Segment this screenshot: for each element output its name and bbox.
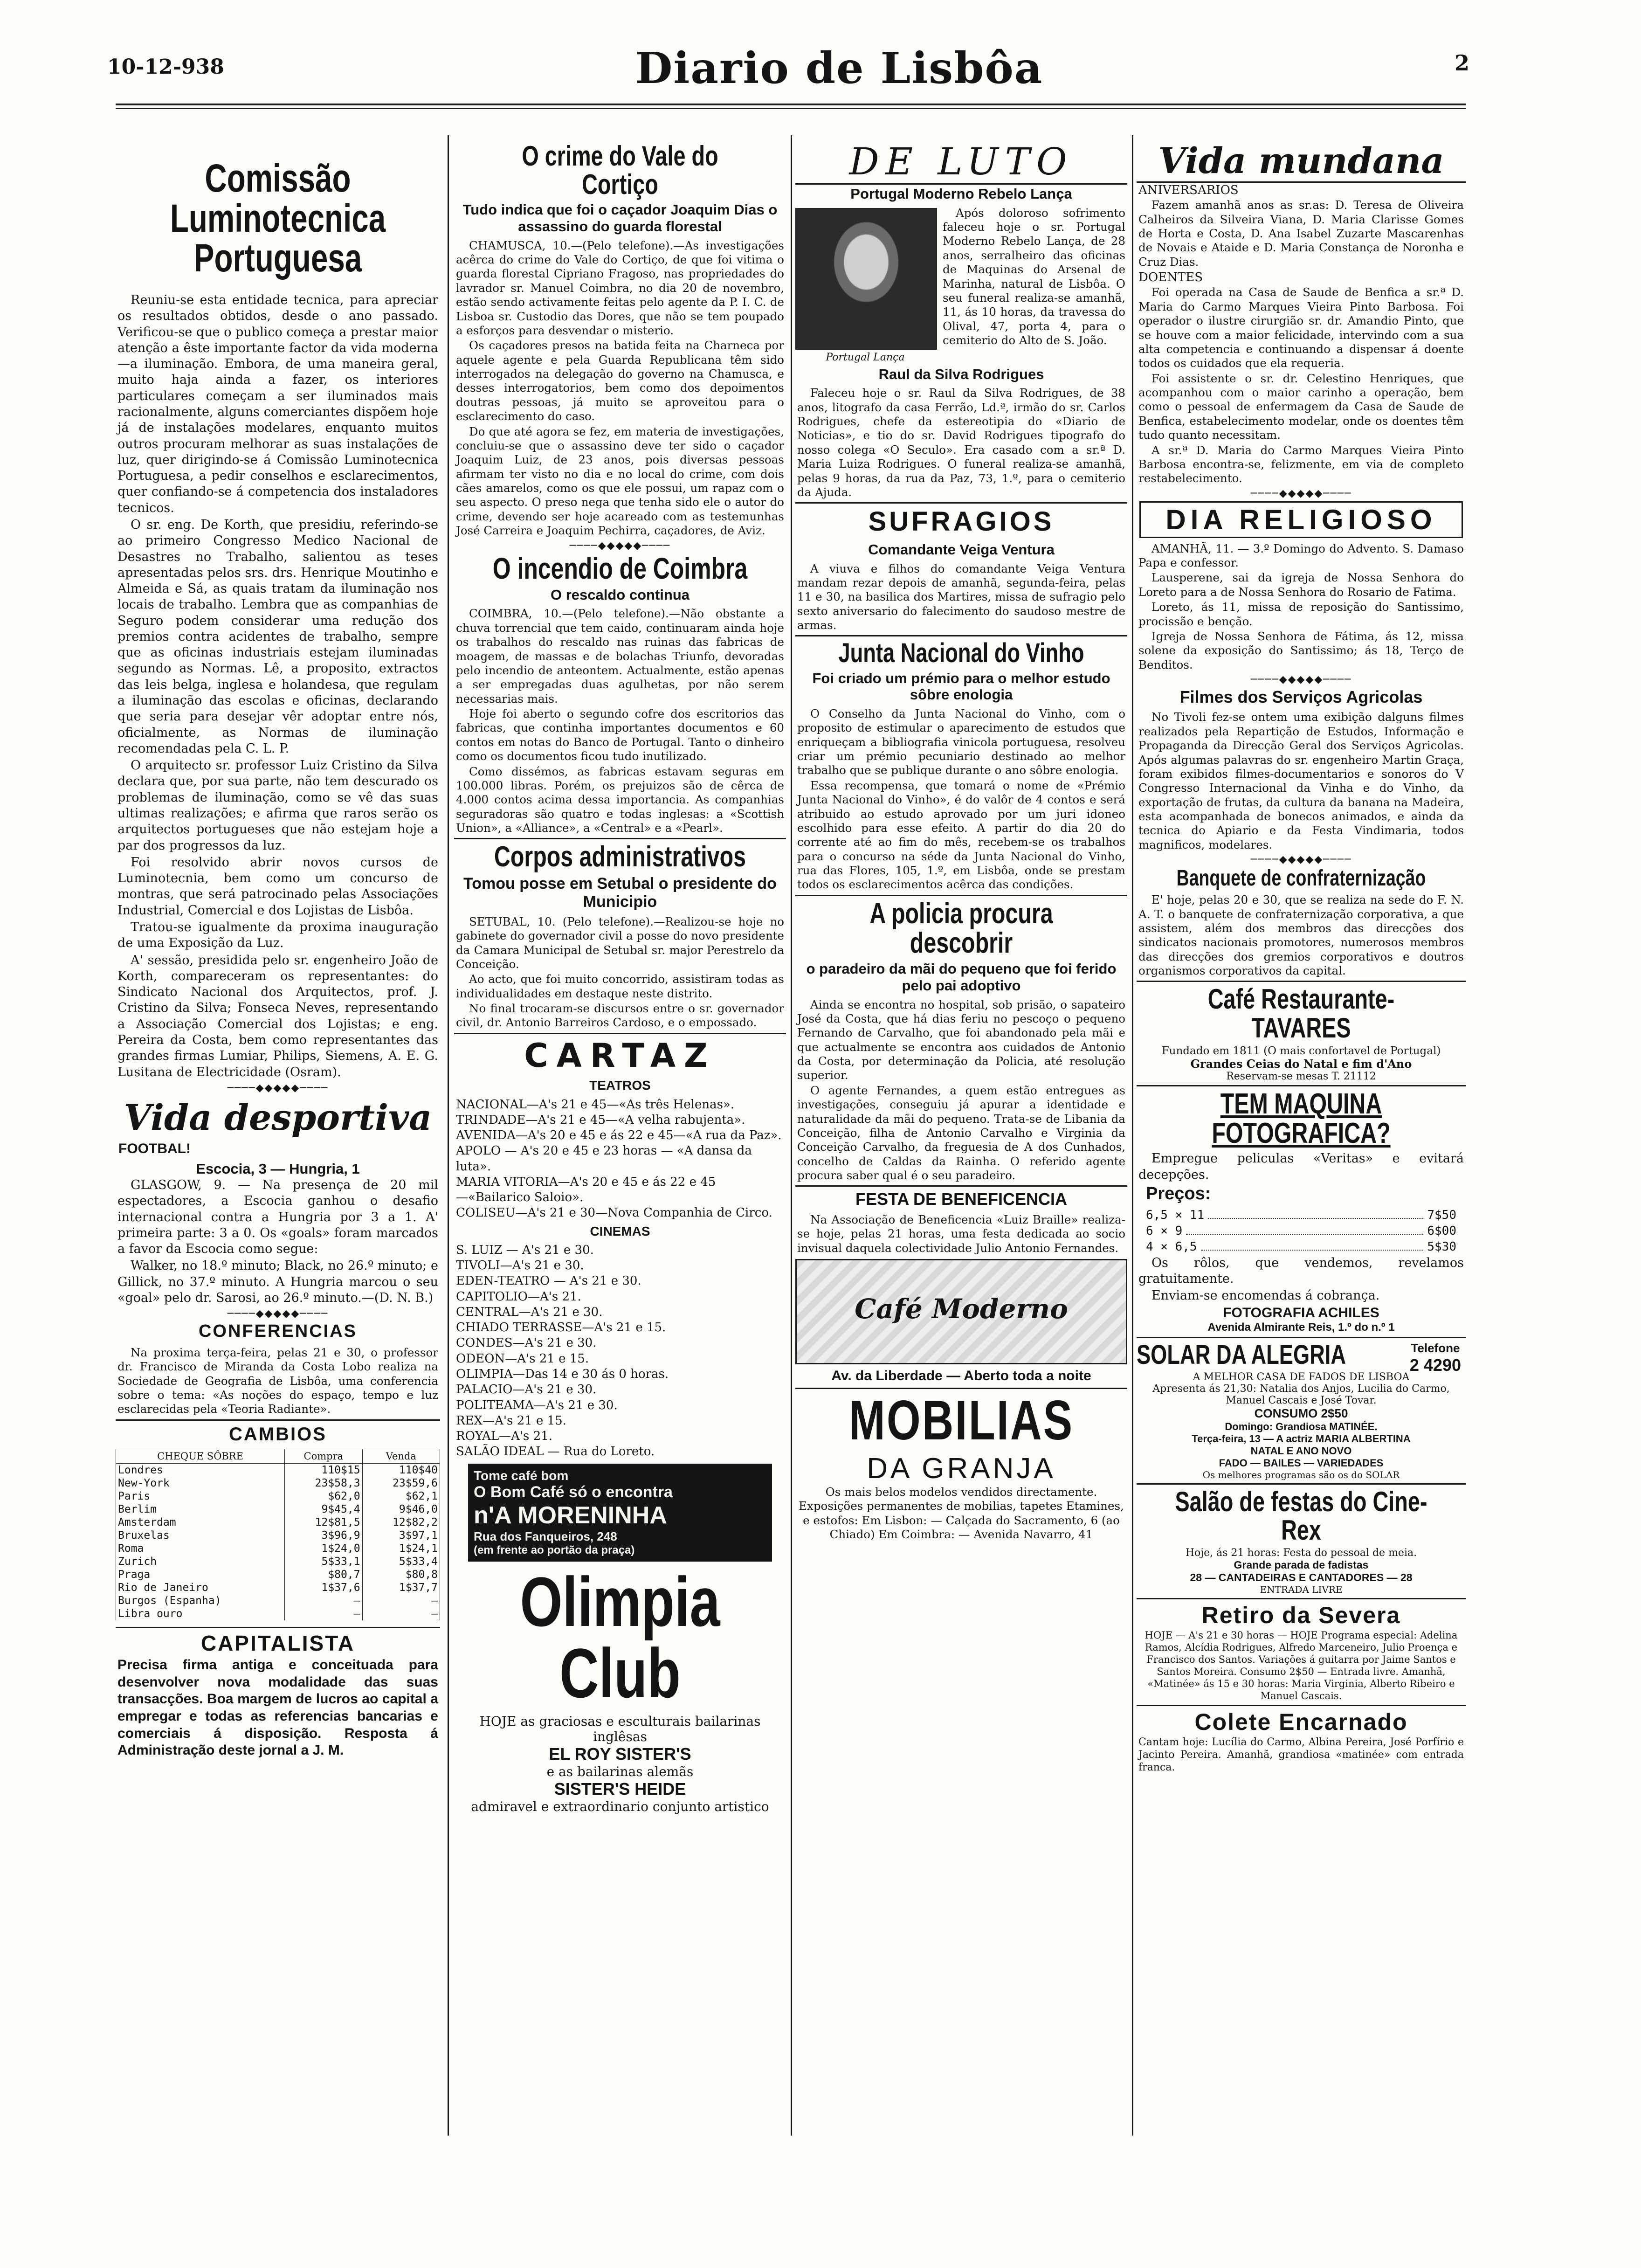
rate-cell: 9$45,4	[285, 1503, 362, 1516]
rate-cell: 3$97,1	[362, 1529, 440, 1542]
cafe-illustration	[795, 1259, 1127, 1364]
ornament-divider: ────◆◆◆◆◆────	[569, 539, 671, 552]
cafe-script-title: Café Moderno	[855, 1293, 1068, 1325]
paragraph: Na proxima terça-feira, pelas 21 e 30, o professor dr. Francisco de Miranda da Costa Lobo realiza na Sociedade de Geografia de Lisbôa, uma conferencia sobre o tema: «As noções do espaço, tempo e luz esclarecidas pela «Teoria Radiante».	[117, 1345, 438, 1416]
rate-cell: 110$15	[285, 1463, 362, 1477]
leader-dots	[1186, 1224, 1423, 1235]
paragraph: O arquitecto sr. professor Luiz Cristino da Silva declara que, por sua parte, não tem descurado os problemas de iluminação, como se vê das suas ultimas realizações; e afirma que raros serão os arquitectos portugueses que não estejam hoje a par dos progressos da luz.	[117, 758, 438, 853]
ad-title: Salão de festas do Cine-Rex	[1175, 1486, 1427, 1546]
list-item: CAPITOLIO—A's 21.	[456, 1289, 581, 1304]
paragraph: Igreja de Nossa Senhora de Fátima, ás 12, missa solene da exposição do Santissimo; ás 18, Terço de Benditos.	[1138, 629, 1464, 671]
ad-fotografia-achiles	[1137, 1089, 1466, 1334]
subheadline: Tudo indica que foi o caçador Joaquim Dias o assassino do guarda florestal	[462, 201, 778, 235]
table-row	[116, 1607, 440, 1620]
paragraph: Fazem amanhã anos as sr.as: D. Teresa de Oliveira Calheiros da Silveira Viana, D. Maria Clarisse Gomes de Horta e Costa, D. Ana Isabel Zuzarte Mascarenhas de Novais e Ataide e D. Maria Constança de Noronha e Cruz Dias.	[1138, 198, 1464, 269]
currency-cell: Roma	[116, 1542, 285, 1555]
ad-text: Precisa firma antiga e conceituada para desenvolver nova modalidade das suas transacções. Boa margem de lucros ao capital a empregar e todas as referencias bancarias e comerciais á disposição. Resposta á Administração deste jornal a J. M.	[117, 1657, 438, 1758]
table-row	[116, 1555, 440, 1568]
column-1	[116, 140, 440, 2131]
ad-line: A MELHOR CASA DE FADOS DE LISBOA	[1193, 1371, 1410, 1383]
ad-text: Os mais belos modelos vendidos directamente. Exposições permanentes de mobilias, tapetes Etamines, e estofos: Em Lisbon: — Calçada do Sacramento, 6 (ao Chiado) Em Coimbra: — Avenida Navarro, 41	[799, 1485, 1124, 1541]
currency-cell: Amsterdam	[116, 1516, 285, 1529]
headline: O crime do Vale do Cortiço	[522, 140, 718, 201]
ad-line: Rua dos Fanqueiros, 248	[474, 1529, 617, 1543]
subheadline: Tomou posse em Setubal o presidente do Municipio	[463, 874, 777, 911]
ad-line: (em frente ao portão da praça)	[474, 1543, 635, 1556]
rate-cell: —	[362, 1594, 440, 1607]
table-row	[116, 1503, 440, 1516]
list-item: CONDES—A's 21 e 30.	[456, 1336, 597, 1350]
ad-tavares	[1137, 985, 1466, 1082]
paragraph: Na Associação de Beneficencia «Luiz Braille» realiza-se hoje, pelas 21 horas, uma festa dedicada ao socio invisual daquela colectividade Julio Antonio Fernandes.	[797, 1212, 1125, 1255]
paragraph: A sr.ª D. Maria do Carmo Marques Vieira Pinto Barbosa encontra-se, felizmente, em via de completo restabelecimento.	[1138, 443, 1464, 485]
ad-line: EL ROY SISTER'S	[549, 1744, 691, 1763]
rate-cell: 9$46,0	[362, 1503, 440, 1516]
article-conferencias	[116, 1321, 440, 1417]
subheadline: Portugal Moderno Rebelo Lança	[850, 186, 1072, 202]
section-title: Vida mundana	[1137, 140, 1466, 183]
phone-number: 2 4290	[1409, 1355, 1461, 1375]
paragraph: CHAMUSCA, 10.—(Pelo telefone).—As investigações acêrca do crime do Vale do Cortiço, de que foi vitima o guarda florestal Cipriano Fragoso, nas propriedades do lavrador sr. Manuel Coimbra, no dia 20 de novembro, estão sendo activamente feitas pelo agente da P. I. C. de Lisboa sr. Custodio das Dores, que não se tem poupado a esforços para desvendar o misterio.	[456, 238, 784, 337]
paragraph: Ao acto, que foi muito concorrido, assistiram todas as individualidades em destaque neste distrito.	[456, 972, 784, 1000]
paragraph: Reuniu-se esta entidade tecnica, para apreciar os resultados obtidos, desde o ano passado. Verificou-se que o publico começa a prestar maior atenção a êste importante factor da vida moderna—a iluminação. Embora, de uma maneira geral, muito haja ainda a fazer, os interiores particulares começam a ser iluminados mais racionalmente, alguns comerciantes dispõem hoje já de instalações modelares, enquanto muitos outros procuram melhorar as suas instalações de luz, quer dirigindo-se á Comissão Luminotecnica Portuguesa, a pedir conselhos e esclarecimentos, quer confiando-se á competencia dos instaladores tecnicos.	[117, 293, 438, 515]
paragraph: Loreto, ás 11, missa de reposição do Santissimo, procissão e benção.	[1138, 600, 1464, 628]
article-filmes-agricolas	[1137, 687, 1466, 852]
rate-cell: 1$24,0	[285, 1542, 362, 1555]
ad-colete-encarnado	[1137, 1709, 1466, 1774]
list-item: OLIMPIA—Das 14 e 30 ás 0 horas.	[456, 1367, 669, 1381]
article-policia	[795, 899, 1127, 1183]
section-title: SUFRAGIOS	[868, 506, 1055, 537]
cinemas-list	[454, 1243, 786, 1460]
rate-cell: $62,0	[285, 1490, 362, 1503]
section-title: FESTA DE BENEFICENCIA	[855, 1189, 1068, 1209]
paragraph: E' hoje, pelas 20 e 30, que se realiza na sede do F. N. A. T. o banquete de confraternização corporativa, a que assistem, além dos membros das direcções dos sindicatos nacionais promotores, numerosos membros das direcções dos gremios corporativos e doutros organismos corporativos da capital.	[1138, 893, 1464, 977]
column-header: Compra	[285, 1449, 362, 1463]
portrait-photo	[795, 208, 937, 350]
paragraph: O agente Fernandes, a quem estão entregues as investigações, conseguiu já apurar a identidade e naturalidade da mãi do pequeno. Trata-se de Libania da Conceição, filha de Antonio Carvalho e Virginia da Conceição Carvalho, da freguesia de A dos Cunhados, concelho de Caldas da Rainha. O referido agente procura saber qual é o seu paradeiro.	[797, 1083, 1125, 1182]
ad-text: Enviam-se encomendas á cobrança.	[1151, 1288, 1380, 1303]
table-row	[116, 1594, 440, 1607]
rate-cell: $62,1	[362, 1490, 440, 1503]
article-incendio-coimbra	[454, 553, 786, 836]
headline: Filmes dos Serviços Agricolas	[1179, 687, 1423, 707]
paragraph: Hoje foi aberto o segundo cofre dos escritorios das fabricas, que continha importantes documentos e 60 contos em notas do Banco de Portugal. Tanto o dinheiro como os documentos ficou tudo inutilizado.	[456, 707, 784, 763]
list-item: MARIA VITORIA—A's 20 e 45 e ás 22 e 45—«Bailarico Saloio».	[456, 1175, 716, 1205]
list-item: COLISEU—A's 21 e 30—Nova Companhia de Circo.	[456, 1206, 772, 1220]
section-title: DE LUTO	[795, 140, 1127, 185]
subheadline: Foi criado um prémio para o melhor estudo sôbre enologia	[812, 670, 1110, 703]
currency-cell: Paris	[116, 1490, 285, 1503]
list-item: EDEN-TEATRO — A's 21 e 30.	[456, 1274, 641, 1288]
ad-retiro-severa	[1137, 1602, 1466, 1702]
currency-cell: Berlim	[116, 1503, 285, 1516]
ad-title: Retiro da Severa	[1201, 1602, 1401, 1629]
table-row	[116, 1463, 440, 1477]
cartaz-section	[454, 1037, 786, 1460]
ad-line: Reservam-se mesas T. 21112	[1226, 1070, 1376, 1082]
headline: Junta Nacional do Vinho	[838, 638, 1084, 669]
article-crime-vale-cortico	[454, 142, 786, 538]
ad-title: Olimpia Club	[520, 1562, 720, 1712]
paragraph: A viuva e filhos do comandante Veiga Ventura mandam rezar depois de amanhã, segunda-feira, pelas 11 e 30, na basilica dos Martires, missa de sufragio pelo sexto aniversario do falecimento do saudoso mestre de armas.	[797, 561, 1125, 632]
film-price: 5$30	[1427, 1240, 1456, 1254]
phone-label: Telefone	[1411, 1341, 1460, 1355]
ad-title: CAPITALISTA	[200, 1631, 355, 1656]
currency-cell: Bruxelas	[116, 1529, 285, 1542]
ad-line: Terça-feira, 13 — A actriz MARIA ALBERTINA	[1192, 1432, 1411, 1445]
column-header: Venda	[362, 1449, 440, 1463]
rate-cell: 1$37,6	[285, 1581, 362, 1594]
rate-cell: 23$59,6	[362, 1477, 440, 1490]
headline: Comissão Luminotecnica Portuguesa	[170, 156, 386, 280]
list-item: ODEON—A's 21 e 15.	[456, 1351, 589, 1366]
paragraph: Do que até agora se fez, em materia de investigações, concluiu-se que o assassino deve ter sido o caçador Joaquim Luiz, de 23 anos, pois diversas pessoas afirmam ter visto no dia e no local do crime, com dois cães amarelos, como os que ele possui, um rapaz com o seu aspecto. O preso nega que tenha sido ele o autor do crime, devendo ser hoje acareado com as testemunhas José Carreira e Joaquim Pechirra, caçadores, de Aviz.	[456, 424, 784, 538]
ornament-divider: ────◆◆◆◆◆────	[227, 1082, 329, 1094]
price-row	[1146, 1208, 1456, 1224]
column-header: CHEQUE SÔBRE	[116, 1449, 285, 1463]
ad-moreninha	[468, 1464, 772, 1562]
list-item: APOLO — A's 20 e 45 e 23 horas — «A dansa da luta».	[456, 1144, 752, 1174]
rate-cell: 5$33,4	[362, 1555, 440, 1568]
list-item: PALACIO—A's 21 e 30.	[456, 1383, 597, 1397]
ad-line: n'A MORENINHA	[474, 1501, 667, 1529]
ad-text: Empregue peliculas «Veritas» e evitará decepções.	[1138, 1151, 1464, 1182]
list-item: TIVOLI—A's 21 e 30.	[456, 1258, 584, 1273]
article-festa-beneficencia	[795, 1189, 1127, 1255]
subheadline: O rescaldo continua	[550, 586, 689, 603]
section-vida-mundana	[1137, 140, 1466, 486]
section-title: CAMBIOS	[229, 1424, 327, 1445]
paragraph: COIMBRA, 10.—(Pelo telefone).—Não obstante a chuva torrencial que tem caido, continuaram ainda hoje os trabalhos do rescaldo nas ruinas das fabricas de moagem, de massas e de bolachas Triunfo, devoradas pelo incendio de anteontem. Actualmente, estão apenas a ser empregadas duas agulhetas, por não serem necessarias mais.	[456, 607, 784, 705]
currency-cell: Rio de Janeiro	[116, 1581, 285, 1594]
headline: Corpos administrativos	[494, 841, 746, 873]
ad-text: Cantam hoje: Lucília do Carmo, Albina Pereira, José Porfírio e Jacinto Pereira. Amanhã, grandiosa «matinée» com entrada franca.	[1138, 1736, 1464, 1774]
column-2	[454, 140, 786, 2131]
rate-cell: $80,7	[285, 1568, 362, 1581]
price-row	[1146, 1239, 1456, 1255]
ad-line: Grandes Ceias do Natal e fim d'Ano	[1190, 1057, 1412, 1071]
currency-cell: Londres	[116, 1463, 285, 1477]
ornament-divider: ────◆◆◆◆◆────	[1250, 487, 1352, 499]
currency-cell: New-York	[116, 1477, 285, 1490]
ad-line: Av. da Liberdade — Aberto toda a noite	[831, 1368, 1091, 1383]
ad-line: e as bailarinas alemãs	[546, 1763, 694, 1779]
section-title: CONFERENCIAS	[198, 1321, 358, 1341]
cinemas-heading: CINEMAS	[590, 1224, 650, 1238]
ad-cafe-moderno	[795, 1259, 1127, 1384]
rate-cell: 1$24,1	[362, 1542, 440, 1555]
masthead-title: Diario de Lisbôa	[635, 43, 1043, 93]
rate-cell: —	[362, 1607, 440, 1620]
rate-cell: 5$33,1	[285, 1555, 362, 1568]
list-item: POLITEAMA—A's 21 e 30.	[456, 1398, 618, 1412]
list-item: CHIADO TERRASSE—A's 21 e 15.	[456, 1321, 666, 1335]
ad-address: Avenida Almirante Reis, 1.º do n.º 1	[1207, 1321, 1395, 1334]
masthead-rule-thin	[116, 108, 1466, 109]
ad-mobilias-granja	[795, 1389, 1127, 1542]
match-result: Escocia, 3 — Hungria, 1	[196, 1161, 360, 1177]
section-de-luto	[795, 140, 1127, 499]
film-price: 6$00	[1427, 1224, 1456, 1238]
list-item: REX—A's 21 e 15.	[456, 1413, 566, 1428]
article-junta-vinho	[795, 639, 1127, 892]
ornament-divider: ────◆◆◆◆◆────	[1250, 854, 1352, 866]
article-banquete	[1137, 867, 1466, 978]
list-item: AVENIDA—A's 20 e 45 e ás 22 e 45—«A rua da Paz».	[456, 1128, 782, 1143]
price-row	[1146, 1224, 1456, 1239]
section-title: DIA RELIGIOSO	[1139, 501, 1463, 538]
paragraph: Após doloroso sofrimento faleceu hoje o sr. Portugal Moderno Rebelo Lança, de 28 anos, serralheiro das oficinas de Maquinas do Arsenal de Marinha, natural de Lisbôa. O seu funeral realiza-se amanhã, 11, ás 10 horas, da travessa do Olival, 47, porta 4, para o cemiterio do Alto de S. João.	[943, 206, 1125, 347]
rate-cell: 1$37,7	[362, 1581, 440, 1594]
headline: O incendio de Coimbra	[492, 551, 748, 585]
ornament-divider: ────◆◆◆◆◆────	[227, 1308, 329, 1320]
ad-line: Os melhores programas são os do SOLAR	[1202, 1469, 1400, 1480]
subheadline: o paradeiro da mãi do pequeno que foi ferido pelo pai adoptivo	[806, 961, 1117, 994]
ad-line: SISTER'S HEIDE	[554, 1779, 686, 1798]
film-format: 6,5 × 11	[1146, 1208, 1205, 1223]
paragraph: Foi resolvido abrir novos cursos de Luminotecnia, bem como um concurso de montras, que será patrocinado pelas Associações Industrial, Comercial e dos Lojistas de Lisbôa.	[117, 855, 438, 918]
section-title: Vida desportiva	[124, 1096, 432, 1138]
paragraph: AMANHÃ, 11. — 3.º Domingo do Advento. S. Damaso Papa e confessor.	[1138, 541, 1464, 570]
ad-title: SOLAR DA ALEGRIA	[1137, 1339, 1346, 1370]
ad-line: Grande parada de fadistas	[1234, 1559, 1369, 1571]
paragraph: GLASGOW, 9. — Na presença de 20 mil espectadores, a Escocia ganhou o desafio internacional contra a Hungria por 3 a 1. A' primeira parte: 3 a 0. Os «goals» foram marcados a favor da Escocia como segue:	[117, 1177, 438, 1257]
paragraph: O Conselho da Junta Nacional do Vinho, com o proposito de estimular o aparecimento de estudos que enriqueçam a bibliografia vinicola portuguesa, resolveu criar um prémio pecuniario destinado ao melhor trabalho que se publique durante o ano sôbre enologia.	[797, 706, 1125, 777]
table-row	[116, 1542, 440, 1555]
ad-company: FOTOGRAFIA ACHILES	[1223, 1305, 1379, 1321]
currency-cell: Zurich	[116, 1555, 285, 1568]
ad-title: TEM MAQUINA FOTOGRAFICA?	[1212, 1087, 1391, 1149]
list-item: S. LUIZ — A's 21 e 30.	[456, 1243, 594, 1257]
paragraph: Foi assistente o sr. dr. Celestino Henriques, que acompanhou com o maior carinho a operação, bem como o pessoal de enfermagem da Casa de Saude de Benfica, estabelecimento modelar, onde os doentes têm tudo quanto necessitam.	[1138, 371, 1464, 442]
column-rule	[1132, 135, 1133, 2136]
teatros-list	[454, 1097, 786, 1221]
currency-cell: Praga	[116, 1568, 285, 1581]
ad-line: ENTRADA LIVRE	[1260, 1584, 1343, 1596]
list-item: CENTRAL—A's 21 e 30.	[456, 1305, 603, 1319]
ad-solar-alegria	[1137, 1341, 1466, 1480]
ad-title: MOBILIAS	[848, 1389, 1074, 1452]
ad-subtitle: DA GRANJA	[867, 1452, 1056, 1485]
prices-list	[1137, 1208, 1466, 1255]
list-item: SALÃO IDEAL — Rua do Loreto.	[456, 1445, 655, 1459]
ad-olimpia-club	[454, 1562, 786, 1814]
ad-cine-rex	[1137, 1487, 1466, 1595]
ad-line: 28 — CANTADEIRAS E CANTADORES — 28	[1190, 1571, 1413, 1584]
section-title: CARTAZ	[524, 1036, 716, 1075]
ad-capitalista	[116, 1631, 440, 1759]
article-comissao-luminotecnica	[116, 156, 440, 1080]
ad-line: CONSUMO 2$50	[1254, 1406, 1348, 1420]
ad-line: admiravel e extraordinario conjunto artistico	[471, 1798, 769, 1814]
leader-dots	[1201, 1239, 1424, 1251]
ad-line: FADO — BAILES — VARIEDADES	[1219, 1457, 1384, 1469]
article-vida-desportiva	[116, 1097, 440, 1306]
cambios-section	[116, 1424, 440, 1621]
table-header-row	[116, 1449, 440, 1463]
rate-cell: 12$81,5	[285, 1516, 362, 1529]
table-row	[116, 1516, 440, 1529]
rate-cell: 3$96,9	[285, 1529, 362, 1542]
paragraph: Foi operada na Casa de Saude de Benfica a sr.ª D. Maria do Carmo Marques Vieira Pinto Barbosa. Foi operador o ilustre cirurgião sr. dr. Amandio Pinto, que se houve com a maior felicidade, intervindo com a sua alta competencia e continuando a dispensar á doente todos os cuidados que ela requeria.	[1138, 285, 1464, 370]
film-price: 7$50	[1427, 1208, 1456, 1223]
rate-cell: $80,8	[362, 1568, 440, 1581]
photo-caption: Portugal Lança	[826, 351, 905, 363]
column-rule	[791, 135, 792, 2136]
leader-dots	[1208, 1208, 1423, 1219]
column-rule	[448, 135, 449, 2136]
section-dia-religioso	[1137, 501, 1466, 672]
ad-text: HOJE — A's 21 e 30 horas — HOJE Programa especial: Adelina Ramos, Alcídia Rodrigues, Alfredo Marceneiro, Julio Proença e Francisco dos Santos. Variações á guitarra por Jaime Santos e Santos Moreira. Consumo 2$50 — Entrada livre. Amanhã, «Matinée» ás 15 e 30 horas: Maria Virginia, Alberto Ribeiro e Manuel Cascais.	[1145, 1629, 1458, 1701]
paragraph: Walker, no 18.º minuto; Black, no 26.º minuto; e Gillick, no 37.º minuto. A Hungria marcou o seu «goal» pelo dr. Sarosi, ao 26.º minuto.—(D. N. B.)	[117, 1258, 438, 1305]
article-corpos-administrativos	[454, 842, 786, 1030]
rate-cell: 110$40	[362, 1463, 440, 1477]
issue-date: 10-12-938	[107, 55, 224, 79]
paragraph: Lausperene, sai da igreja de Nossa Senhora do Loreto para a de Nossa Senhora do Rosario de Fatima.	[1138, 571, 1464, 599]
rate-cell: —	[285, 1594, 362, 1607]
table-row	[116, 1477, 440, 1490]
table-row	[116, 1529, 440, 1542]
paragraph: Os caçadores presos na batida feita na Charneca por aquele agente e pela Guarda Republicana têm sido interrogados na delegação do governo na Chamusca, e desses interrogatorios, bem como dos depoimentos doutras pessoas, já muito se aproveitou para o esclarecimento do caso.	[456, 339, 784, 423]
column-3	[795, 140, 1127, 2131]
ad-line: O Bom Café só o encontra	[474, 1483, 673, 1501]
paragraph: No Tivoli fez-se ontem uma exibição dalguns filmes realizados pela Repartição de Estudos, Informação e Propaganda da Direcção Geral dos Serviços Agricolas. Após algumas palavras do sr. engenheiro Martin Graça, foram exibidos filmes-documentarios e sonoros do V Congresso Internacional da Vinha e do Vinho, da exportação de frutas, da cultura da banana na Madeira, esta acompanhada de bonecos animados, e ainda da tecnica do Apiario e da Festa Vindimaria, todos magnificos, modelares.	[1138, 710, 1464, 851]
headline: A policia procura descobrir	[869, 897, 1053, 960]
paragraph: A' sessão, presidida pelo sr. engenheiro João de Korth, compareceram os representantes: do Sindicato Nacional dos Arquitectos, prof. J. Cristino da Silva; Fonseca Neves, representando a Associação Comercial dos Lojistas; e eng. Pereira da Costa, bem como representantes das grandes firmas Lumiar, Philips, Siemens, A. E. G. Lusitana de Electricidade (Osram).	[117, 953, 438, 1079]
list-item: NACIONAL—A's 21 e 45—«As três Helenas».	[456, 1097, 735, 1112]
exchange-rates-table	[116, 1449, 440, 1621]
paragraph: Tratou-se igualmente da proxima inauguração de uma Exposição da Luz.	[117, 920, 438, 951]
currency-cell: Libra ouro	[116, 1607, 285, 1620]
table-row	[116, 1490, 440, 1503]
ad-line: NATAL E ANO NOVO	[1250, 1445, 1352, 1457]
list-item: TRINDADE—A's 21 e 45—«A velha rabujenta».	[456, 1113, 745, 1127]
paragraph: Como dissémos, as fabricas estavam seguras em 100.000 libras. Porém, os prejuizos são de cêrca de 4.000 contos acima dessa importancia. As companhias seguradoras são quatro e todas inglesas: a «Scottish Union», a «Alliance», a «Central» e a «Pearl».	[456, 764, 784, 835]
rate-cell: 23$58,3	[285, 1477, 362, 1490]
subsection-label: ANIVERSARIOS	[1138, 183, 1239, 197]
headline: Banquete de confraternização	[1176, 866, 1426, 891]
ad-line: Domingo: Grandiosa MATINÉE.	[1225, 1420, 1378, 1432]
film-format: 4 × 6,5	[1146, 1240, 1197, 1254]
ad-title: Colete Encarnado	[1194, 1709, 1408, 1736]
section-sufragios	[795, 506, 1127, 632]
list-item: ROYAL—A's 21.	[456, 1429, 552, 1444]
subheadline: Comandante Veiga Ventura	[868, 541, 1055, 558]
currency-cell: Burgos (Espanha)	[116, 1594, 285, 1607]
paragraph: SETUBAL, 10. (Pelo telefone).—Realizou-se hoje no gabinete do governador civil a posse do novo presidente da Camara Municipal de Setubal sr. major Perestrelo da Conceição.	[456, 914, 784, 971]
column-4	[1137, 140, 1466, 2131]
ad-line: HOJE as graciosas e esculturais bailarinas inglêsas	[479, 1713, 761, 1744]
rate-cell: 12$82,2	[362, 1516, 440, 1529]
prices-label: Preços:	[1146, 1183, 1211, 1203]
page-number: 2	[1455, 50, 1470, 76]
ad-line: Hoje, ás 21 horas: Festa do pessoal de meia.	[1185, 1547, 1417, 1559]
paragraph: Faleceu hoje o sr. Raul da Silva Rodrigues, de 38 anos, litografo da casa Ferrão, Ld.ª, irmão do sr. Carlos Rodrigues, chefe da estereotipia do «Diario de Noticias», e tio do sr. David Rodrigues tipografo do nosso colega «O Seculo». Era casado com a sr.ª D. Maria Luiza Rodrigues. O funeral realiza-se amanhã, pelas 9 horas, da rua da Paz, 73, 1.º, para o cemiterio da Ajuda.	[797, 386, 1125, 499]
paragraph: O sr. eng. De Korth, que presidiu, referindo-se ao primeiro Congresso Medico Nacional de Desastres no Trabalho, salientou as teses apresentadas pelos srs. drs. Henrique Moutinho e Almeida e Sá, as quais tratam da iluminação nos locais de trabalho. Lembra que as companhias de Seguro podem considerar uma redução dos premios contra acidentes de trabalho, sempre que as oficinas industriais estejam iluminadas segundo as Normas. Lê, a proposito, extractos das leis belga, inglesa e holandesa, que regulam a iluminação das escolas e oficinas, declarando que seria para desejar vêr adoptar entre nós, oficialmente, as Normas de iluminação recomendadas pela C. L. P.	[117, 517, 438, 756]
ad-title: Café Restaurante-TAVARES	[1207, 983, 1395, 1044]
ad-line: Tome café bom	[474, 1468, 569, 1483]
film-format: 6 × 9	[1146, 1224, 1183, 1238]
paragraph: Ainda se encontra no hospital, sob prisão, o sapateiro José da Costa, que há dias feriu no pescoço o pequeno Fernando de Carvalho, que foi abandonado pela mãi e que actualmente se encontra aos cuidados de Antonio da Costa, por determinação da Policia, até resolução superior.	[797, 997, 1125, 1082]
paragraph: Essa recompensa, que tomará o nome de «Prémio Junta Nacional do Vinho», é do valôr de 4 contos e será atribuido ao estudo aprovado por um juri idoneo escolhido para esse efeito. A partir do dia 20 do corrente até ao fim do mês, recebem-se os trabalhos para o concurso na séde da Junta Nacional do Vinho, rua das Flores, 105, 1.º, em Lisbôa, onde se prestam todos os esclarecimentos acêrca das condições.	[797, 778, 1125, 892]
ad-text: Os rôlos, que vendemos, revelamos gratuitamente.	[1138, 1255, 1464, 1286]
section-label: FOOTBAL!	[118, 1141, 191, 1156]
subheadline: Raul da Silva Rodrigues	[878, 366, 1044, 382]
teatros-heading: TEATROS	[589, 1078, 651, 1093]
table-row	[116, 1581, 440, 1594]
masthead-rule	[116, 104, 1466, 105]
ad-line: Fundado em 1811 (O mais confortavel de Portugal)	[1161, 1044, 1441, 1057]
ad-line: Apresenta ás 21,30: Natalia dos Anjos, Lucilia do Carmo, Manuel Cascais e José Tovar.	[1152, 1383, 1450, 1406]
ornament-divider: ────◆◆◆◆◆────	[1250, 674, 1352, 686]
rate-cell: —	[285, 1607, 362, 1620]
paragraph: No final trocaram-se discursos entre o sr. governador civil, dr. Antonio Barreiros Cardoso, e o empossado.	[456, 1002, 784, 1030]
table-row	[116, 1568, 440, 1581]
subsection-label: DOENTES	[1138, 270, 1203, 285]
